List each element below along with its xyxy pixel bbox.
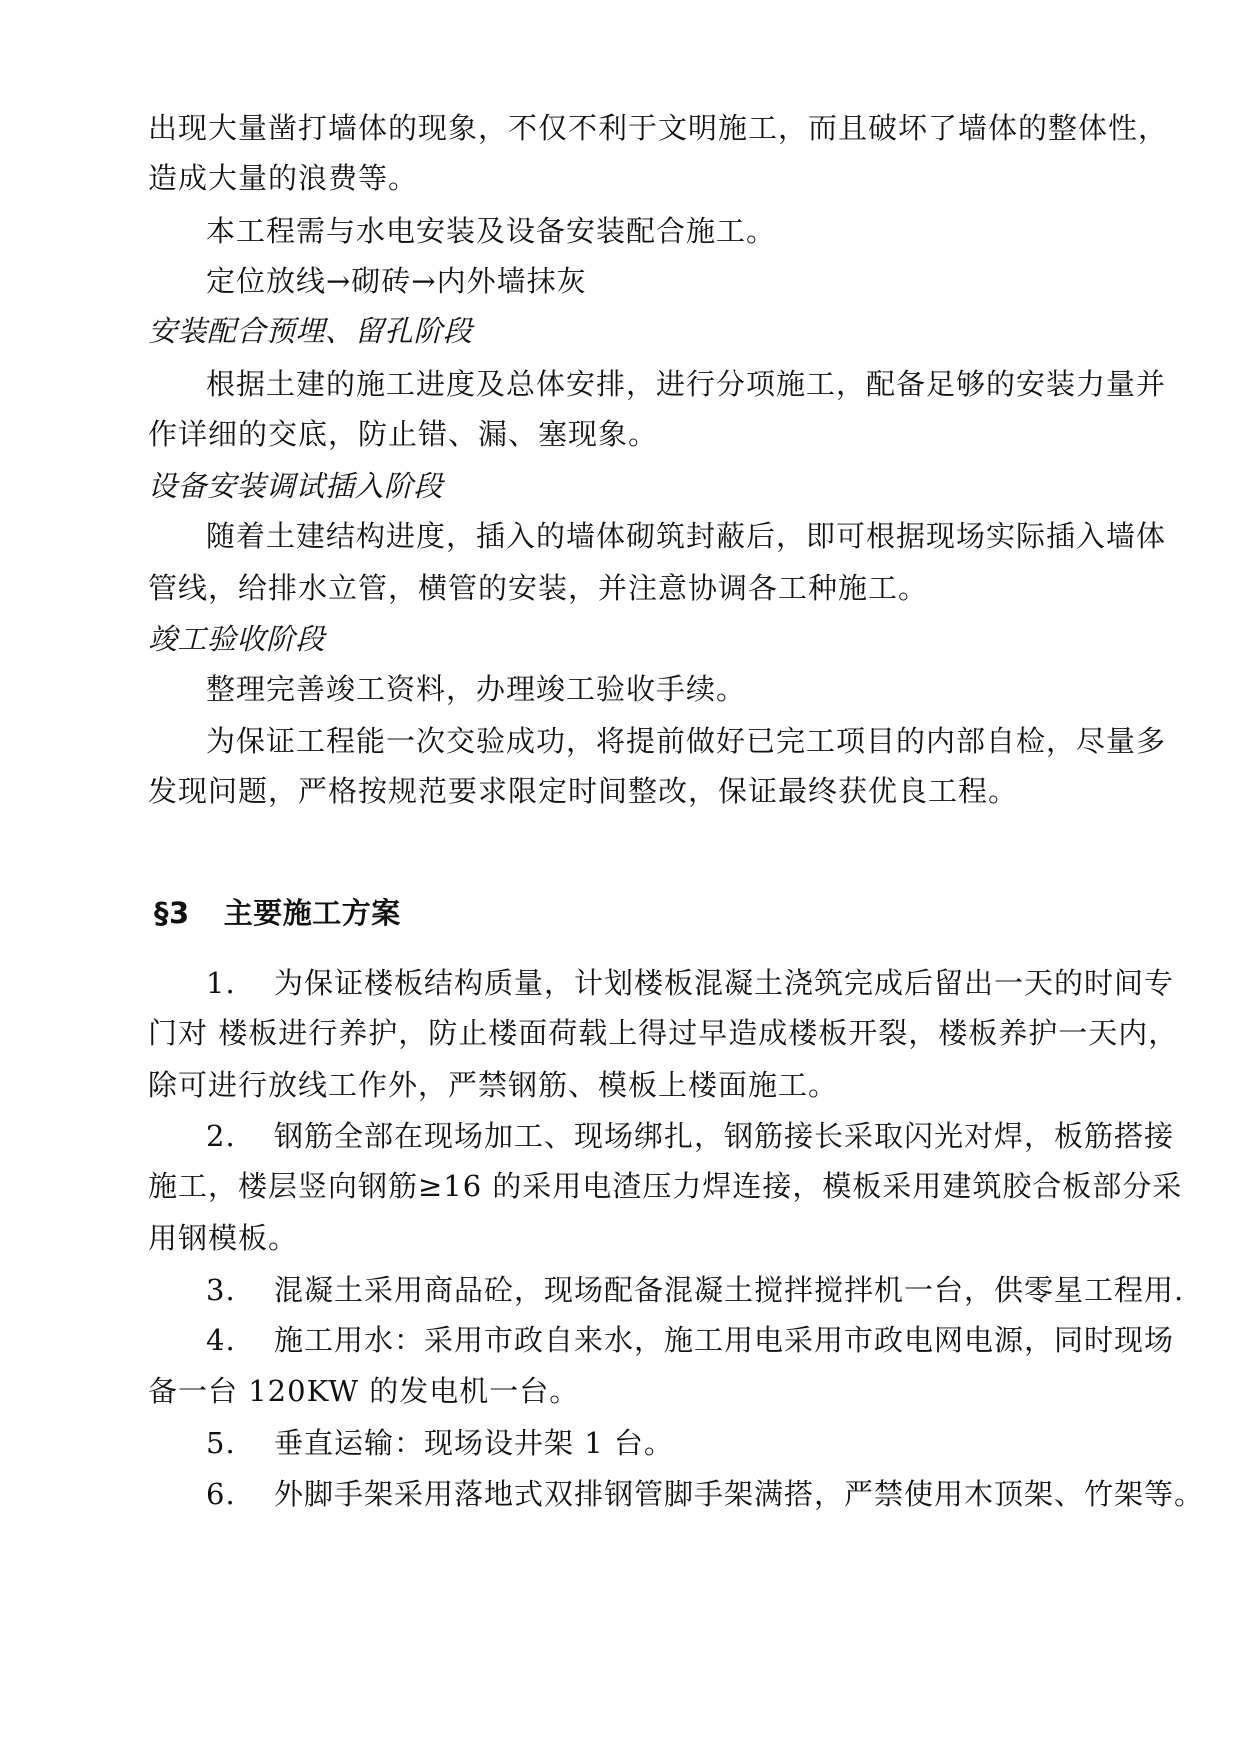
list-item-number: 3. [206,1273,236,1307]
paragraph-line: 备一台 120KW 的发电机一台。 [148,1374,580,1408]
list-item [206,1322,1174,1358]
stage-heading: 竣工验收阶段 [148,622,326,656]
paragraph-line: 为保证工程能一次交验成功，将提前做好已完工项目的内部自检，尽量多 [206,724,1167,758]
paragraph-line: 整理完善竣工资料，办理竣工验收手续。 [206,672,747,706]
paragraph-line: 门对 楼板进行养护，防止楼面荷载上得过早造成楼板开裂，楼板养护一天内， [148,1016,1179,1050]
list-item-text: 为保证楼板结构质量，计划楼板混凝土浇筑完成后留出一天的时间专 [274,966,1175,1000]
list-item-number: 6. [206,1477,236,1511]
process-flow-line: 定位放线→砌砖→内外墙抹灰 [206,264,587,298]
paragraph-line: 作详细的交底，防止错、漏、塞现象。 [148,417,659,451]
list-item-text: 垂直运输：现场设井架 1 台。 [274,1426,674,1460]
list-item-number: 5. [206,1426,236,1460]
list-item [206,1118,1174,1154]
list-item-number: 1. [206,966,236,1000]
paragraph-line: 本工程需与水电安装及设备安装配合施工。 [206,214,777,248]
stage-heading: 安装配合预埋、留孔阶段 [148,314,473,348]
list-item [206,965,1174,1001]
list-item [206,1476,1204,1512]
list-item-number: 2. [206,1119,236,1153]
paragraph-line: 出现大量凿打墙体的现象，不仅不利于文明施工，而且破坏了墙体的整体性， [148,111,1169,145]
section-heading [154,895,401,931]
paragraph-line: 随着土建结构进度，插入的墙体砌筑封蔽后，即可根据现场实际插入墙体 [206,519,1167,553]
list-item-text: 混凝土采用商品砼，现场配备混凝土搅拌搅拌机一台，供零星工程用. [274,1273,1185,1307]
paragraph-line: 发现问题，严格按规范要求限定时间整改，保证最终获优良工程。 [148,774,1019,808]
paragraph-line: 管线，给排水立管，横管的安装，并注意协调各工种施工。 [148,571,929,605]
stage-heading: 设备安装调试插入阶段 [148,469,444,503]
list-item [206,1272,1184,1308]
paragraph-line: 造成大量的浪费等。 [148,161,419,195]
paragraph-line: 根据土建的施工进度及总体安排，进行分项施工，配备足够的安装力量并 [206,367,1167,401]
paragraph-line: 施工，楼层竖向钢筋≥16 的采用电渣压力焊连接，模板采用建筑胶合板部分采 [148,1169,1183,1203]
list-item-text: 外脚手架采用落地式双排钢管脚手架满搭，严禁使用木顶架、竹架等。 [274,1477,1205,1511]
list-item-text: 施工用水：采用市政自来水，施工用电采用市政电网电源，同时现场 [274,1323,1175,1357]
section-number: §3 [154,896,190,930]
list-item-number: 4. [206,1323,236,1357]
paragraph-line: 用钢模板。 [148,1221,299,1255]
list-item-text: 钢筋全部在现场加工、现场绑扎，钢筋接长采取闪光对焊，板筋搭接 [274,1119,1175,1153]
list-item [206,1425,674,1461]
section-title: 主要施工方案 [223,896,401,930]
paragraph-line: 除可进行放线工作外，严禁钢筋、模板上楼面施工。 [148,1068,839,1102]
